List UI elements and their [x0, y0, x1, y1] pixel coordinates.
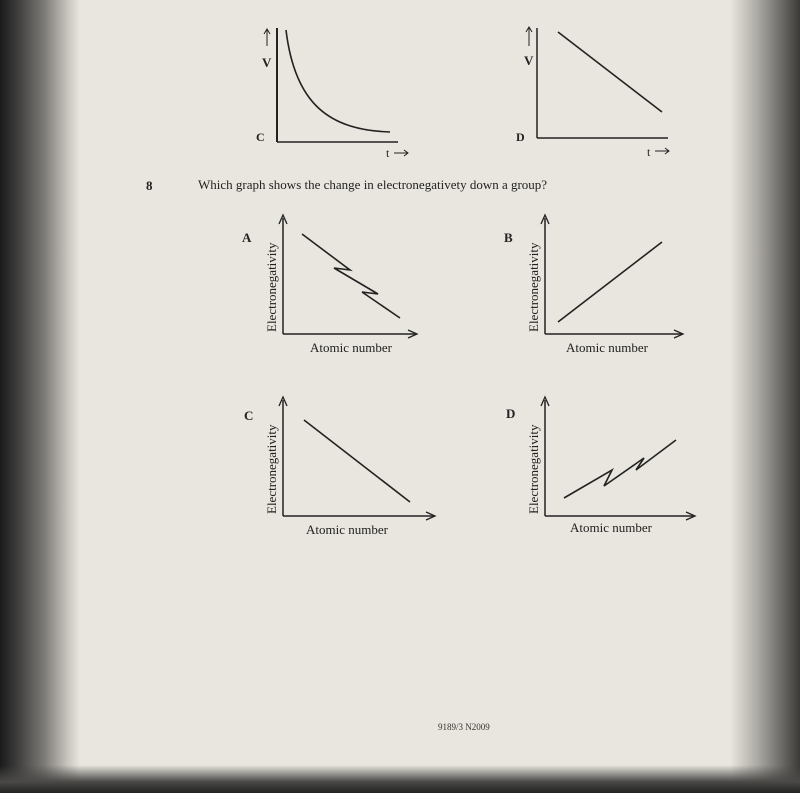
option-c-xlabel: Atomic number	[306, 522, 388, 537]
option-a-ylabel: Electronegativity	[264, 242, 279, 332]
option-d-xlabel: Atomic number	[570, 520, 652, 535]
question-number: 8	[146, 178, 153, 193]
prev-c-xlabel: t	[386, 146, 390, 160]
option-b-graph	[500, 208, 700, 358]
prev-graph-d	[510, 20, 680, 160]
option-b-ylabel: Electronegativity	[526, 242, 541, 332]
prev-d-xlabel: t	[647, 145, 651, 159]
option-d-ylabel: Electronegativity	[526, 424, 541, 514]
prev-c-letter: C	[256, 130, 265, 144]
option-d-letter: D	[506, 406, 516, 421]
prev-c-ylabel: V	[262, 55, 272, 70]
option-a-graph	[238, 208, 438, 358]
option-c-letter: C	[244, 408, 254, 423]
right-edge-shadow	[730, 0, 800, 793]
option-a-letter: A	[242, 230, 252, 245]
question-text: Which graph shows the change in electronegativety down a group?	[198, 177, 548, 192]
option-b-letter: B	[504, 230, 513, 245]
option-a-xlabel: Atomic number	[310, 340, 392, 355]
prev-graph-c	[250, 20, 420, 160]
option-c-graph	[238, 388, 438, 540]
option-d-graph	[500, 388, 700, 540]
book-binding-shadow	[0, 0, 80, 793]
page-footer-code: 9189/3 N2009	[438, 722, 490, 732]
option-b-xlabel: Atomic number	[566, 340, 648, 355]
prev-d-ylabel: V	[524, 53, 534, 68]
bottom-edge-shadow	[0, 765, 800, 793]
option-c-ylabel: Electronegativity	[264, 424, 279, 514]
prev-d-letter: D	[516, 130, 525, 144]
